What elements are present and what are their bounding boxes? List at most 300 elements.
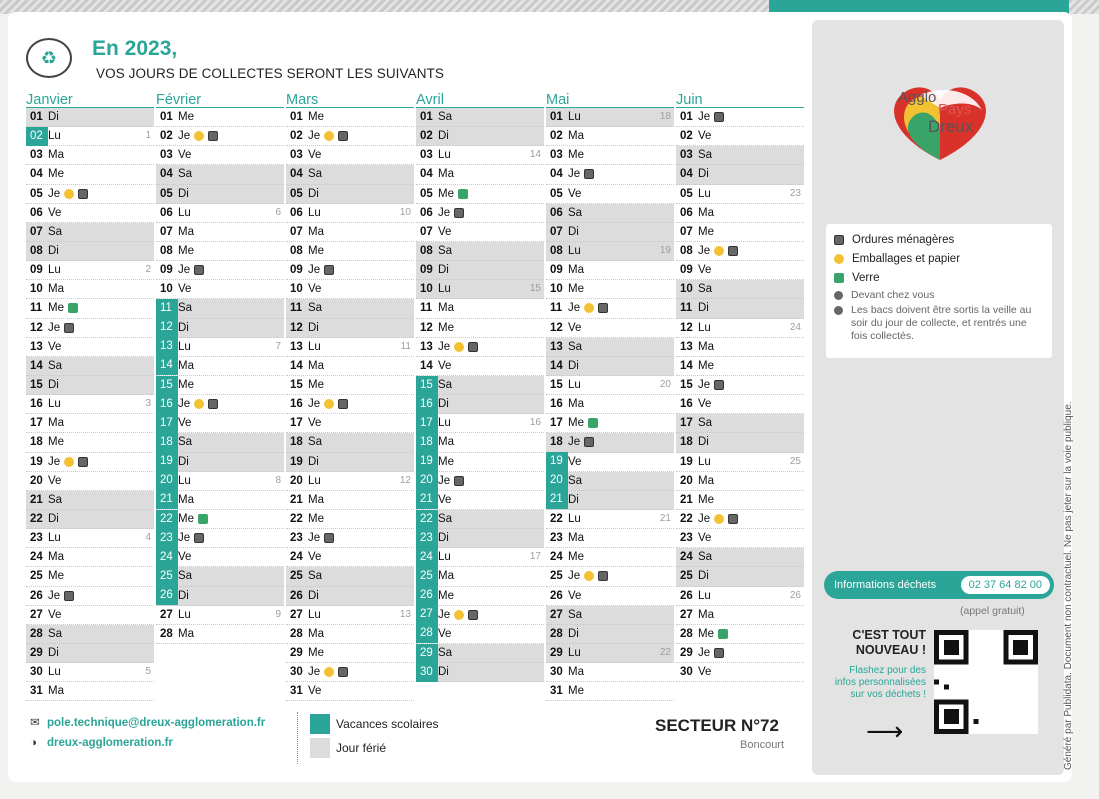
day-row xyxy=(156,567,284,586)
day-number: 18 xyxy=(550,436,563,449)
day-number: 20 xyxy=(680,474,693,487)
secteur-title: SECTEUR N°72 xyxy=(655,716,779,735)
day-number: 26 xyxy=(680,589,693,602)
day-row xyxy=(416,357,544,376)
trash-bin-icon xyxy=(728,514,738,524)
week-number: 8 xyxy=(275,474,281,486)
day-number: 22 xyxy=(550,513,563,526)
day-name: Lu xyxy=(178,474,191,487)
day-row xyxy=(546,338,674,357)
day-number: 04 xyxy=(160,168,173,181)
day-row xyxy=(286,204,414,223)
day-name: Me xyxy=(438,321,454,334)
day-number: 31 xyxy=(30,685,43,698)
day-name: Ma xyxy=(178,359,194,372)
day-row xyxy=(26,261,154,280)
day-number: 31 xyxy=(290,685,303,698)
day-row xyxy=(416,606,544,625)
day-number: 24 xyxy=(680,551,693,564)
day-number: 09 xyxy=(30,264,43,277)
recycle-bin-icon xyxy=(64,457,74,467)
day-row xyxy=(286,376,414,395)
day-number: 25 xyxy=(550,570,563,583)
day-number: 06 xyxy=(160,206,173,219)
day-number: 13 xyxy=(680,340,693,353)
day-row xyxy=(546,587,674,606)
day-number: 16 xyxy=(156,395,178,414)
day-number: 13 xyxy=(550,340,563,353)
day-row xyxy=(286,127,414,146)
day-number: 18 xyxy=(30,436,43,449)
recycle-bin-icon xyxy=(194,399,204,409)
day-number: 16 xyxy=(416,395,438,414)
day-number: 05 xyxy=(290,187,303,200)
day-row xyxy=(26,204,154,223)
day-row xyxy=(286,663,414,682)
day-row xyxy=(156,606,284,625)
footer-separator xyxy=(297,712,298,764)
day-number: 26 xyxy=(416,586,438,605)
day-name: Di xyxy=(308,321,319,334)
day-number: 14 xyxy=(420,359,433,372)
day-row xyxy=(26,433,154,452)
day-number: 17 xyxy=(156,414,178,433)
day-number: 22 xyxy=(156,510,178,529)
day-number: 14 xyxy=(156,356,178,375)
day-row xyxy=(416,529,544,548)
day-number: 15 xyxy=(680,379,693,392)
day-number: 25 xyxy=(680,570,693,583)
day-row xyxy=(546,663,674,682)
day-number: 01 xyxy=(680,111,693,124)
day-row xyxy=(286,223,414,242)
trash-bin-icon xyxy=(338,399,348,409)
glass-bin-icon xyxy=(198,514,208,524)
day-row xyxy=(416,414,544,433)
day-row xyxy=(546,261,674,280)
day-number: 04 xyxy=(550,168,563,181)
day-name: Lu xyxy=(308,474,321,487)
week-number: 1 xyxy=(145,130,151,142)
day-number: 01 xyxy=(290,111,303,124)
day-name: Ve xyxy=(48,474,62,487)
day-number: 07 xyxy=(160,225,173,238)
trash-bin-icon xyxy=(714,112,724,122)
legend-note-devant: Devant chez vous xyxy=(834,289,1044,302)
day-name: Ve xyxy=(698,532,712,545)
day-row xyxy=(286,338,414,357)
day-row xyxy=(286,606,414,625)
info-dechets-pill[interactable] xyxy=(824,571,1054,599)
day-name: Sa xyxy=(48,627,63,640)
day-name: Di xyxy=(568,359,579,372)
day-name: Ve xyxy=(308,551,322,564)
day-number: 08 xyxy=(160,245,173,258)
day-number: 04 xyxy=(420,168,433,181)
day-row xyxy=(676,663,804,682)
day-row xyxy=(546,395,674,414)
week-number: 12 xyxy=(399,474,411,486)
day-name: Je xyxy=(698,111,711,124)
day-number: 20 xyxy=(156,471,178,490)
day-name: Di xyxy=(698,570,709,583)
day-number: 06 xyxy=(680,206,693,219)
day-row xyxy=(26,242,154,261)
day-number: 22 xyxy=(290,513,303,526)
day-row xyxy=(26,127,154,146)
trash-bin-icon xyxy=(454,476,464,486)
day-number: 05 xyxy=(550,187,563,200)
day-row xyxy=(676,491,804,510)
day-number: 24 xyxy=(290,551,303,564)
website-link[interactable]: ◑ dreux-agglomeration.fr xyxy=(30,733,265,753)
day-name: Ve xyxy=(178,283,192,296)
day-number: 24 xyxy=(416,548,438,567)
day-number: 20 xyxy=(30,474,43,487)
day-name: Sa xyxy=(568,206,583,219)
day-name: Di xyxy=(178,321,189,334)
legend-note-bacs: Les bacs doivent être sortis la veille au soir du jour de collecte, et rentrés une fois collectés. xyxy=(834,304,1044,343)
month-name: Juin xyxy=(676,92,804,108)
day-number: 30 xyxy=(30,666,43,679)
recycle-bin-icon xyxy=(714,246,724,256)
day-name: Sa xyxy=(48,225,63,238)
day-name: Lu xyxy=(48,398,61,411)
day-number: 22 xyxy=(680,513,693,526)
day-name: Je xyxy=(178,264,191,277)
day-name: Lu xyxy=(568,245,581,258)
day-name: Lu xyxy=(308,608,321,621)
day-number: 16 xyxy=(680,398,693,411)
day-name: Di xyxy=(568,225,579,238)
day-number: 14 xyxy=(550,359,563,372)
day-name: Lu xyxy=(48,532,61,545)
logo-text-dreux: Dreux xyxy=(928,117,974,136)
day-row xyxy=(156,433,284,452)
mail-icon: ✉ xyxy=(30,717,40,729)
day-row xyxy=(546,242,674,261)
day-row xyxy=(546,376,674,395)
recycle-bin-icon xyxy=(324,667,334,677)
day-name: Ve xyxy=(698,130,712,143)
qr-code[interactable] xyxy=(934,630,1038,734)
day-row xyxy=(546,510,674,529)
day-name: Sa xyxy=(308,168,323,181)
day-name: Sa xyxy=(698,417,713,430)
week-number: 25 xyxy=(789,455,801,467)
day-number: 14 xyxy=(680,359,693,372)
day-row xyxy=(676,185,804,204)
day-name: Me xyxy=(698,359,714,372)
appel-gratuit: (appel gratuit) xyxy=(960,605,1025,617)
day-name: Sa xyxy=(178,570,193,583)
day-row xyxy=(676,146,804,165)
commune-name: Boncourt xyxy=(740,739,785,751)
day-name: Sa xyxy=(438,647,453,659)
day-number: 29 xyxy=(30,647,43,659)
day-row xyxy=(156,395,284,414)
week-number: 5 xyxy=(145,666,151,678)
day-row xyxy=(26,606,154,625)
day-number: 23 xyxy=(290,532,303,545)
day-number: 08 xyxy=(30,245,43,258)
day-name: Je xyxy=(308,130,321,143)
day-name: Ma xyxy=(308,225,324,238)
day-row xyxy=(416,644,544,663)
day-number: 10 xyxy=(680,283,693,296)
day-number: 17 xyxy=(30,417,43,430)
day-number: 05 xyxy=(680,187,693,200)
day-row xyxy=(416,567,544,586)
day-name: Sa xyxy=(698,551,713,564)
day-name: Sa xyxy=(438,379,453,392)
day-row xyxy=(546,108,674,127)
glass-bin-icon xyxy=(718,629,728,639)
info-icon xyxy=(834,306,843,315)
trash-bin-icon xyxy=(584,437,594,447)
day-name: Sa xyxy=(178,436,193,449)
day-number: 15 xyxy=(30,379,43,392)
day-name: Ve xyxy=(698,666,712,679)
side-note: Généré par Publidata. Document non contractuel. Ne pas jeter sur la voie publique. xyxy=(1063,401,1074,770)
glass-bin-icon xyxy=(458,189,468,199)
day-number: 24 xyxy=(550,551,563,564)
day-number: 28 xyxy=(290,627,303,640)
day-number: 19 xyxy=(680,455,693,468)
day-row xyxy=(416,625,544,644)
day-name: Di xyxy=(698,302,709,315)
day-number: 17 xyxy=(680,417,693,430)
month-column xyxy=(156,92,284,644)
day-name: Me xyxy=(568,149,584,162)
day-name: Ve xyxy=(698,264,712,277)
day-name: Me xyxy=(308,513,324,526)
day-name: Ma xyxy=(48,551,64,564)
email-link[interactable]: ✉ pole.technique@dreux-agglomeration.fr xyxy=(30,713,265,733)
key-ferie: Jour férié xyxy=(310,738,386,758)
day-row xyxy=(26,319,154,338)
day-row xyxy=(416,242,544,261)
trash-bin-icon xyxy=(64,323,74,333)
day-number: 24 xyxy=(156,548,178,567)
recycle-bin-icon xyxy=(454,342,464,352)
day-name: Me xyxy=(568,417,584,430)
day-name: Lu xyxy=(308,206,321,219)
day-number: 07 xyxy=(290,225,303,238)
day-number: 13 xyxy=(30,340,43,353)
day-row xyxy=(156,299,284,318)
day-name: Me xyxy=(438,589,454,602)
day-row xyxy=(26,395,154,414)
arrow-right-icon: ⟶ xyxy=(866,716,904,746)
day-row xyxy=(676,453,804,472)
day-name: Je xyxy=(568,302,581,315)
day-name: Sa xyxy=(48,493,63,506)
day-number: 01 xyxy=(420,111,433,124)
day-number: 18 xyxy=(156,433,178,452)
day-number: 30 xyxy=(550,666,563,679)
day-row xyxy=(416,299,544,318)
month-name: Mai xyxy=(546,92,674,108)
key-vacances: Vacances scolaires xyxy=(310,714,439,734)
day-row xyxy=(676,587,804,606)
day-name: Je xyxy=(48,187,61,200)
day-name: Ve xyxy=(178,551,192,564)
day-row xyxy=(546,185,674,204)
day-name: Lu xyxy=(698,589,711,602)
day-row xyxy=(156,261,284,280)
flash-text: Flashez pour des infos personnalisées sur vos déchets ! xyxy=(834,665,926,700)
day-number: 13 xyxy=(290,340,303,353)
day-row xyxy=(546,491,674,510)
recycle-bin-icon xyxy=(324,399,334,409)
week-number: 6 xyxy=(275,206,281,218)
day-row xyxy=(546,472,674,491)
day-number: 12 xyxy=(30,321,43,334)
day-name: Ve xyxy=(308,685,322,698)
day-name: Me xyxy=(698,225,714,238)
day-number: 14 xyxy=(30,359,43,372)
day-number: 23 xyxy=(550,532,563,545)
legend-emballages: Emballages et papier xyxy=(834,249,1044,268)
day-number: 30 xyxy=(680,666,693,679)
day-number: 19 xyxy=(156,452,178,471)
day-row xyxy=(26,682,154,701)
day-row xyxy=(416,108,544,127)
day-name: Je xyxy=(178,532,191,545)
day-number: 17 xyxy=(550,417,563,430)
day-number: 28 xyxy=(680,627,693,640)
day-number: 12 xyxy=(290,321,303,334)
day-name: Di xyxy=(438,264,449,277)
day-number: 05 xyxy=(160,187,173,200)
vacances-swatch xyxy=(310,714,330,734)
day-number: 22 xyxy=(30,513,43,526)
day-number: 09 xyxy=(550,264,563,277)
day-row xyxy=(546,567,674,586)
day-row xyxy=(156,491,284,510)
location-pin-icon xyxy=(834,291,843,300)
day-name: Je xyxy=(438,340,451,353)
day-number: 02 xyxy=(680,130,693,143)
day-name: Je xyxy=(568,570,581,583)
day-name: Lu xyxy=(48,130,61,143)
day-name: Ma xyxy=(48,149,64,162)
day-row xyxy=(546,127,674,146)
day-number: 30 xyxy=(416,663,438,682)
week-number: 13 xyxy=(399,608,411,620)
day-row xyxy=(416,319,544,338)
day-name: Me xyxy=(568,283,584,296)
month-column xyxy=(676,92,804,682)
day-row xyxy=(676,223,804,242)
day-number: 08 xyxy=(680,245,693,258)
day-number: 17 xyxy=(416,414,438,433)
day-name: Ve xyxy=(568,187,582,200)
day-row xyxy=(546,548,674,567)
trash-bin-icon xyxy=(714,648,724,658)
trash-bin-icon xyxy=(324,265,334,275)
week-number: 23 xyxy=(789,187,801,199)
day-name: Me xyxy=(48,168,64,181)
day-name: Ve xyxy=(48,608,62,621)
day-name: Ve xyxy=(438,493,452,506)
day-number: 11 xyxy=(30,302,43,315)
day-row xyxy=(286,280,414,299)
recycle-bin-icon xyxy=(64,189,74,199)
day-row xyxy=(546,299,674,318)
week-number: 18 xyxy=(659,111,671,122)
day-number: 09 xyxy=(680,264,693,277)
day-name: Je xyxy=(698,647,711,659)
day-name: Sa xyxy=(568,340,583,353)
day-number: 28 xyxy=(30,627,43,640)
day-number: 14 xyxy=(290,359,303,372)
day-row xyxy=(546,165,674,184)
day-row xyxy=(26,453,154,472)
day-row xyxy=(676,280,804,299)
day-name: Di xyxy=(568,627,579,640)
day-name: Di xyxy=(48,379,59,392)
day-number: 20 xyxy=(416,471,438,490)
day-number: 11 xyxy=(550,302,563,315)
day-row xyxy=(416,165,544,184)
day-name: Lu xyxy=(568,647,581,659)
day-name: Ve xyxy=(178,149,192,162)
glass-bin-icon xyxy=(68,303,78,313)
day-name: Di xyxy=(48,245,59,258)
logo-text-agglo: Agglo xyxy=(898,89,937,106)
week-number: 14 xyxy=(529,149,541,161)
day-name: Sa xyxy=(308,436,323,449)
day-name: Je xyxy=(178,130,191,143)
recycle-bin-icon xyxy=(584,571,594,581)
day-number: 23 xyxy=(30,532,43,545)
day-row xyxy=(156,529,284,548)
day-row xyxy=(676,357,804,376)
day-name: Ve xyxy=(438,225,452,238)
day-row xyxy=(416,395,544,414)
day-row xyxy=(286,529,414,548)
week-number: 3 xyxy=(145,398,151,410)
logo-text-pays: Pays xyxy=(938,101,972,118)
day-name: Lu xyxy=(568,111,581,124)
week-number: 20 xyxy=(659,378,671,390)
day-number: 21 xyxy=(680,493,693,506)
day-row xyxy=(676,644,804,663)
day-row xyxy=(26,510,154,529)
recycle-bin-icon xyxy=(714,514,724,524)
day-number: 02 xyxy=(290,130,303,143)
day-number: 11 xyxy=(420,302,433,315)
day-number: 07 xyxy=(680,225,693,238)
day-number: 19 xyxy=(546,452,568,471)
day-name: Ma xyxy=(48,417,64,430)
day-name: Je xyxy=(48,589,61,602)
day-row xyxy=(26,338,154,357)
day-name: Sa xyxy=(308,302,323,315)
day-row xyxy=(26,414,154,433)
day-row xyxy=(416,548,544,567)
day-name: Me xyxy=(48,570,64,583)
day-row xyxy=(416,223,544,242)
day-number: 12 xyxy=(680,321,693,334)
day-row xyxy=(286,682,414,701)
glass-bin-icon xyxy=(834,273,844,283)
day-number: 10 xyxy=(30,283,43,296)
day-number: 08 xyxy=(420,245,433,258)
phone-number[interactable]: 02 37 64 82 00 xyxy=(961,576,1050,594)
